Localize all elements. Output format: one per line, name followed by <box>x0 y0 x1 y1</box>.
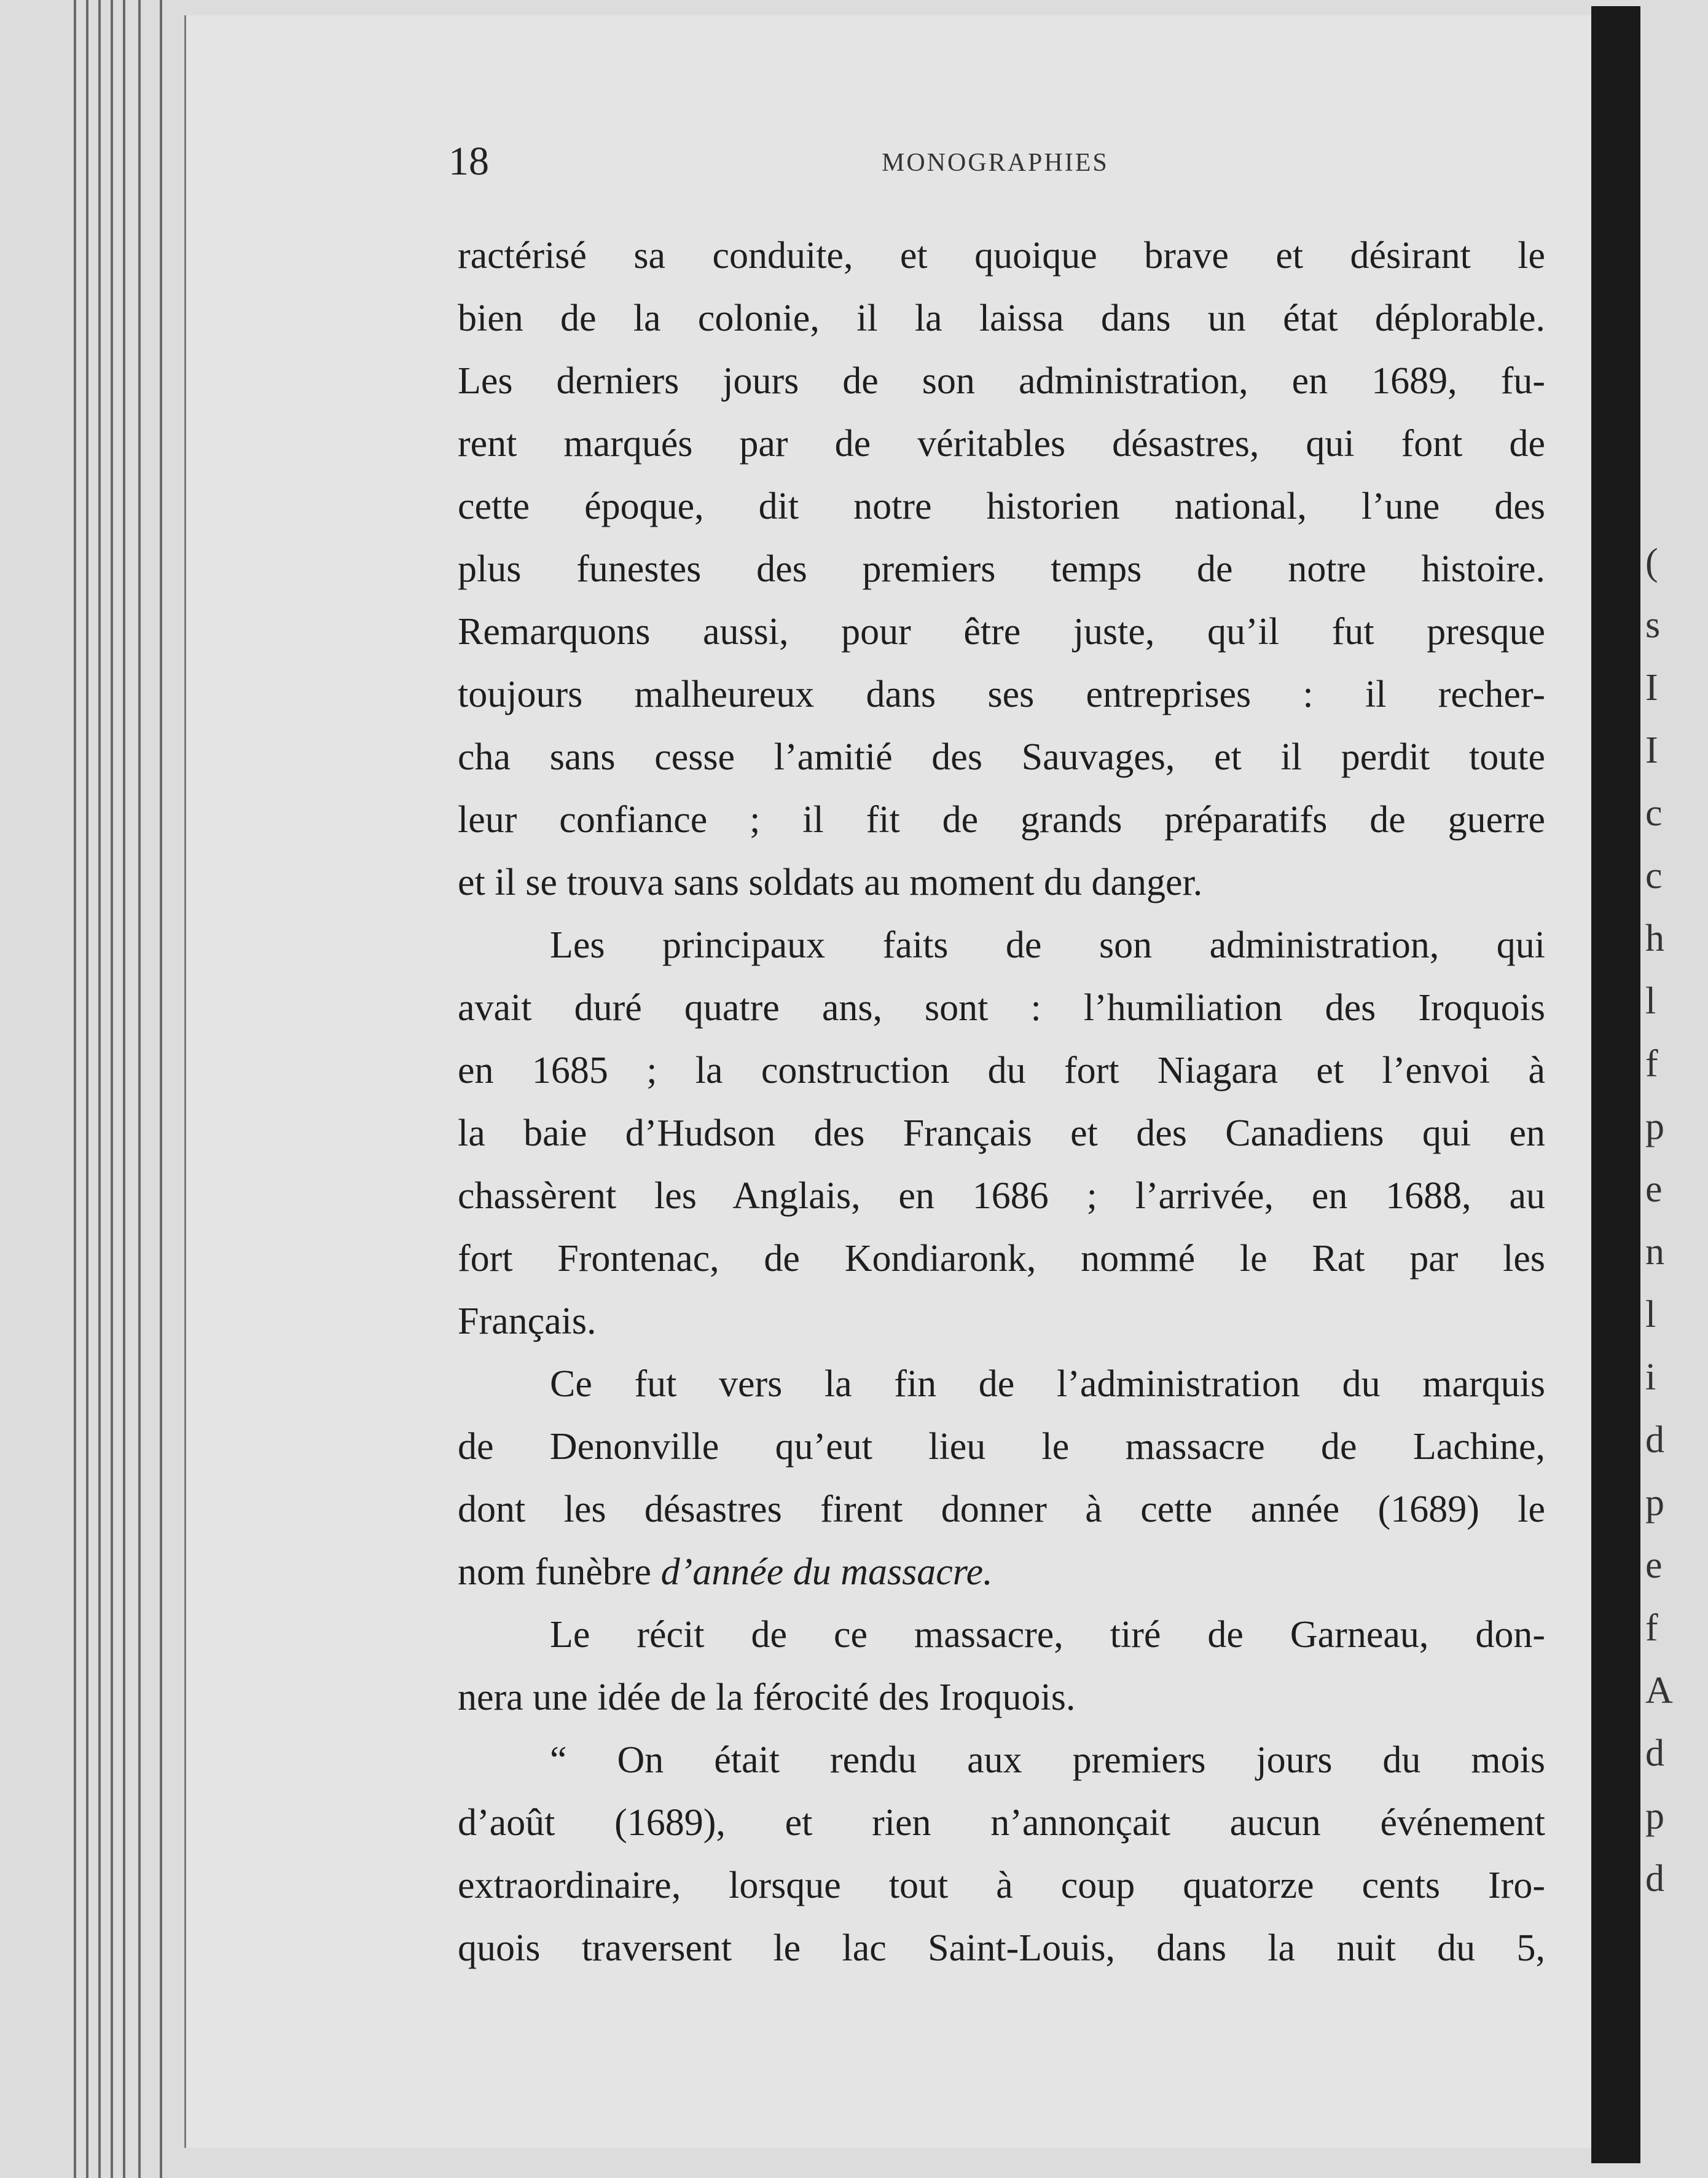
line-text: Ce fut vers la fin de l’administration du marquis <box>550 1363 1545 1405</box>
facing-page-char: d <box>1645 1419 1664 1461</box>
text-line <box>458 1478 1545 1541</box>
text-line <box>458 475 1545 538</box>
line-text: d’août (1689), et rien n’annonçait aucun événement <box>458 1802 1545 1844</box>
facing-page-char: d <box>1645 1732 1664 1774</box>
text-line <box>458 1227 1545 1290</box>
text-line <box>458 1353 1545 1415</box>
page-edge <box>138 0 141 2178</box>
line-text: Les principaux faits de son administration, qui <box>550 924 1545 966</box>
facing-page-char: e <box>1645 1168 1663 1210</box>
line-text: chassèrent les Anglais, en 1686 ; l’arrivée, en 1688, au <box>458 1175 1545 1217</box>
text-line <box>458 1666 1545 1729</box>
line-text: extraordinaire, lorsque tout à coup quatorze cents Iro- <box>458 1865 1545 1906</box>
text-line <box>458 1102 1545 1165</box>
text-line <box>458 350 1545 412</box>
facing-page-char: ( <box>1645 541 1658 583</box>
facing-page-char: i <box>1645 1356 1656 1398</box>
page-edge <box>111 0 113 2178</box>
line-text: rent marqués par de véritables désastres, qui font de <box>458 423 1545 465</box>
facing-page-char: I <box>1645 729 1658 771</box>
facing-page-char: f <box>1645 1043 1658 1085</box>
text-line <box>458 1791 1545 1854</box>
italic-phrase: d’année du massacre. <box>660 1551 993 1593</box>
text-line <box>458 1165 1545 1227</box>
line-text: Remarquons aussi, pour être juste, qu’il fut presque <box>458 611 1545 653</box>
facing-page-char: n <box>1645 1231 1664 1273</box>
line-text: la baie d’Hudson des Français et des Canadiens qui en <box>458 1112 1545 1154</box>
facing-page-char: A <box>1645 1670 1673 1712</box>
line-text: fort Frontenac, de Kondiaronk, nommé le Rat par les <box>458 1238 1545 1280</box>
line-text: et il se trouva sans soldats au moment du danger. <box>458 862 1203 903</box>
book-gutter <box>1591 6 1640 2163</box>
page-edge <box>86 0 88 2178</box>
text-line <box>458 726 1545 788</box>
facing-page-fragment <box>1640 0 1708 2178</box>
page-number: 18 <box>449 139 489 184</box>
facing-page-char: p <box>1645 1795 1664 1837</box>
text-line <box>458 600 1545 663</box>
line-text: Le récit de ce massacre, tiré de Garneau, don- <box>550 1614 1545 1656</box>
text-line <box>458 1854 1545 1917</box>
facing-page-char: f <box>1645 1607 1658 1649</box>
text-line <box>458 788 1545 851</box>
line-text: en 1685 ; la construction du fort Niagara et l’envoi à <box>458 1050 1545 1091</box>
text-line <box>458 1917 1545 1979</box>
facing-page-char: d <box>1645 1858 1664 1900</box>
facing-page-char: h <box>1645 918 1664 959</box>
text-line <box>458 1541 1545 1603</box>
line-text: leur confiance ; il fit de grands préparatifs de guerre <box>458 799 1545 841</box>
facing-page-char: p <box>1645 1482 1664 1523</box>
facing-page-char: p <box>1645 1106 1664 1147</box>
line-text: dont les désastres firent donner à cette année (1689) le <box>458 1488 1545 1530</box>
page-edge <box>160 0 162 2178</box>
line-text: Les derniers jours de son administration, en 1689, fu- <box>458 360 1545 402</box>
page-edge <box>98 0 101 2178</box>
running-title: MONOGRAPHIES <box>882 149 1109 177</box>
text-line <box>458 851 1545 914</box>
line-text: ractérisé sa conduite, et quoique brave et désirant le <box>458 235 1545 277</box>
text-line <box>458 1603 1545 1666</box>
line-text: plus funestes des premiers temps de notre histoire. <box>458 548 1545 590</box>
text-line <box>458 1415 1545 1478</box>
page-edge <box>74 0 76 2178</box>
line-text: cette époque, dit notre historien national, l’une des <box>458 486 1545 527</box>
text-line <box>458 977 1545 1039</box>
line-text: quois traversent le lac Saint-Louis, dans la nuit du 5, <box>458 1927 1545 1969</box>
body-text <box>458 224 1545 1979</box>
text-line <box>458 1290 1545 1353</box>
line-text: de Denonville qu’eut lieu le massacre de Lachine, <box>458 1426 1545 1468</box>
facing-page-char: c <box>1645 792 1663 834</box>
text-line <box>458 224 1545 287</box>
facing-page-char: l <box>1645 1294 1656 1335</box>
facing-page-char: s <box>1645 604 1661 646</box>
facing-page-char: c <box>1645 855 1663 897</box>
facing-page-char: l <box>1645 980 1656 1022</box>
line-text: cha sans cesse l’amitié des Sauvages, et il perdit toute <box>458 736 1545 778</box>
facing-page-char: I <box>1645 667 1658 709</box>
line-text: “ On était rendu aux premiers jours du mois <box>550 1739 1545 1781</box>
line-text: avait duré quatre ans, sont : l’humiliation des Iroquois <box>458 987 1545 1029</box>
line-text: nom funèbre <box>458 1551 652 1593</box>
text-line <box>458 1039 1545 1102</box>
line-text: toujours malheureux dans ses entreprises : il recher- <box>458 674 1545 715</box>
text-line <box>458 538 1545 600</box>
page-header <box>449 138 1542 194</box>
facing-page-char: e <box>1645 1544 1663 1586</box>
text-line <box>458 287 1545 350</box>
text-line <box>458 412 1545 475</box>
line-text: nera une idée de la férocité des Iroquois. <box>458 1677 1076 1718</box>
text-line <box>458 914 1545 977</box>
page-edge <box>123 0 125 2178</box>
line-text: bien de la colonie, il la laissa dans un état déplorable. <box>458 297 1545 339</box>
text-line <box>458 1729 1545 1791</box>
line-text: Français. <box>458 1300 597 1342</box>
text-line <box>458 663 1545 726</box>
